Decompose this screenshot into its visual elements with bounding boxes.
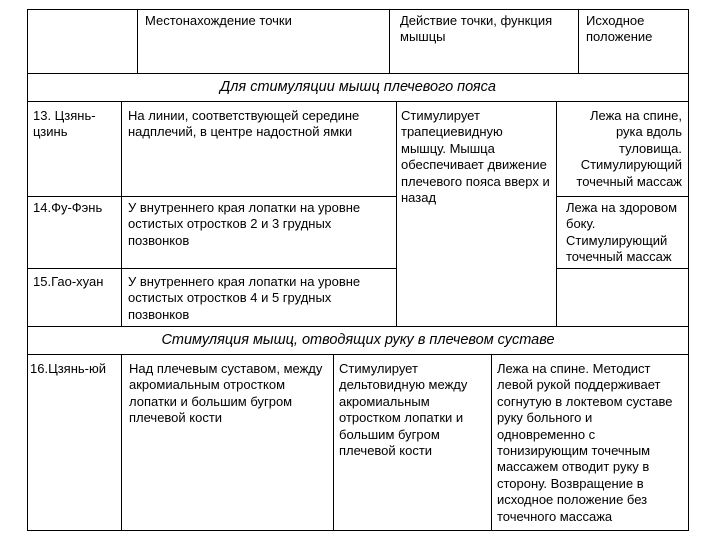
row13-position-bottom-rule [556,196,689,197]
section1-title: Для стимуляции мышц плечевого пояса [220,79,496,95]
header-divider-2 [389,9,390,73]
row14-location: У внутреннего края лопатки на уровне остистых отростков 2 и 3 грудных позвонков [128,200,361,248]
table-border-bottom [27,530,689,531]
header-divider-3 [578,9,579,73]
row14-bottom-rule [27,268,397,269]
row16-point: 16.Цзянь-юй [30,361,106,376]
section1-title-rule [27,101,689,102]
row16-action: Стимулирует дельтовидную между акромиальным отростком лопатки и большим бугром плечевой кости [339,361,468,459]
row13-bottom-rule [27,196,397,197]
row16-location: Над плечевым суставом, между акромиальным отростком лопатки и большим бугром плечевой кости [129,361,323,426]
row15-point: 15.Гао-хуан [33,274,104,289]
section2-title-rule [27,354,689,355]
section1-divider-point [121,101,122,326]
section2-divider-action [491,354,492,530]
row13-point: 13. Цзянь-цзинь [33,108,96,140]
header-location: Местонахождение точки [145,13,292,28]
header-divider-1 [137,9,138,73]
section2-divider-location [333,354,334,530]
row13-location: На линии, соответствующей середине надплечий, в центре надостной ямки [128,108,360,140]
row14-point: 14.Фу-Фэнь [33,200,103,215]
row16-position: Лежа на спине. Методист левой рукой поддерживает согнутую в локтевом суставе руку больного и одновременно с тонизирующим точечным массажем отводит руку в сторону. Возвращение в исходное положение без точечного массажа [497,361,673,524]
section1-divider-action [556,101,557,326]
section2-divider-point [121,354,122,530]
row14-position: Лежа на здоровом боку. Стимулирующий точечный массаж [566,200,678,265]
section1-divider-location [396,101,397,326]
section1-bottom-rule [27,326,689,327]
section1-action: Стимулирует трапециевидную мышцу. Мышца обеспечивает движение плечевого пояса вверх и назад [401,108,550,206]
header-position: Исходное положение [586,13,653,45]
row14-position-bottom-rule [556,268,689,269]
row15-location: У внутреннего края лопатки на уровне остистых отростков 4 и 5 грудных позвонков [128,274,361,322]
table-border-top [27,9,689,10]
header-action: Действие точки, функция мышцы [400,13,553,45]
header-bottom-rule [27,73,689,74]
row13-position: Лежа на спине, рука вдоль туловища. Стимулирующий точечный массаж [576,108,682,189]
section2-title: Стимуляция мышц, отводящих руку в плечевом суставе [161,332,555,348]
